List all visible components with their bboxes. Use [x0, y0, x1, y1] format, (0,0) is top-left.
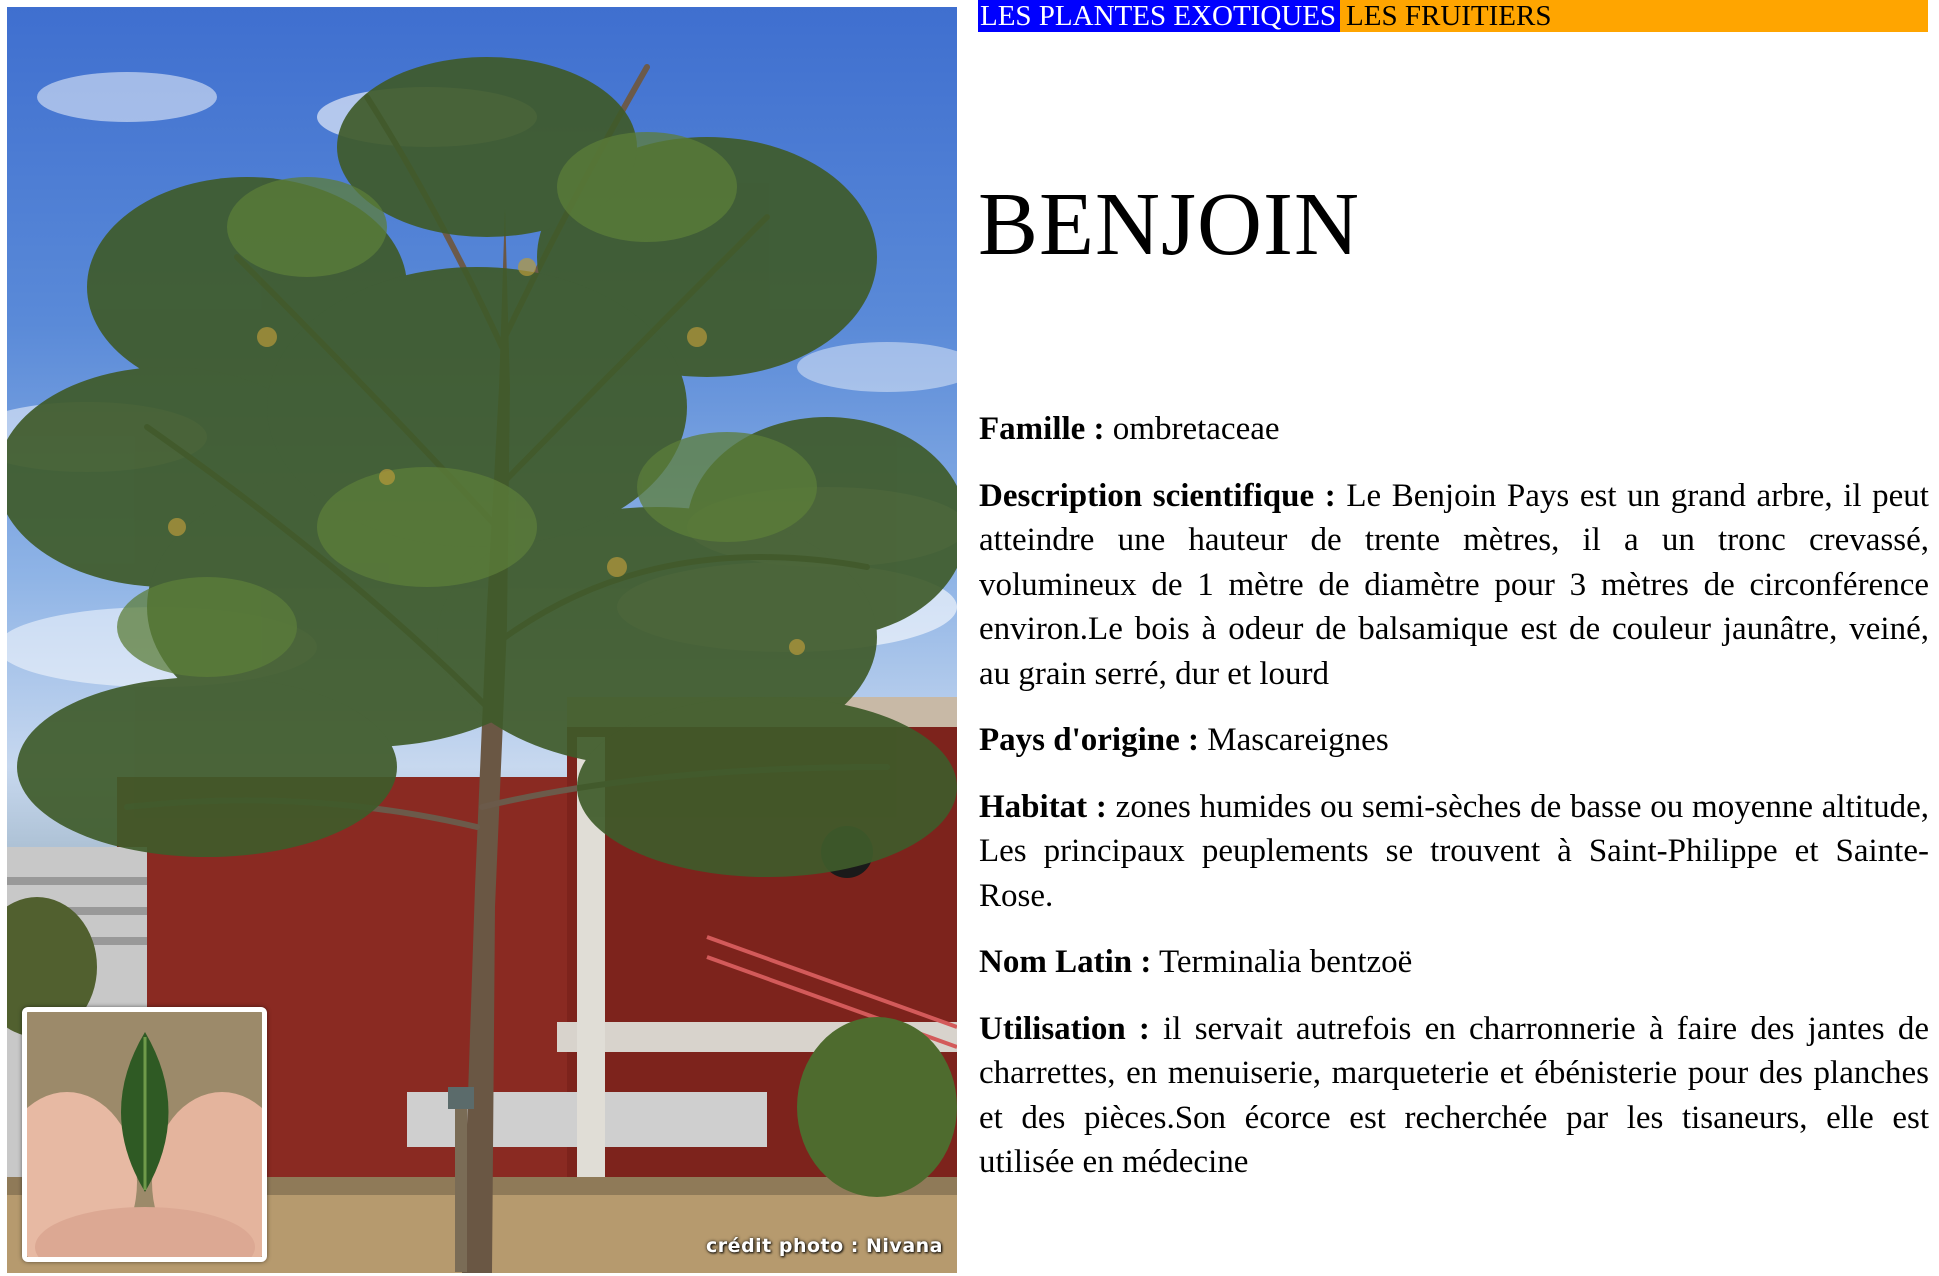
top-nav: [978, 0, 1928, 32]
field-nom-latin-label: Nom Latin :: [979, 944, 1152, 980]
field-famille-label: Famille :: [979, 411, 1105, 447]
field-habitat-value: zones humides ou semi-sèches de basse ou moyenne altitude, Les principaux peuplements se trouvent à Saint-Philippe et Sainte-Rose.: [979, 788, 1929, 914]
field-nom-latin-value: Terminalia bentzoë: [1151, 944, 1413, 980]
field-habitat: [979, 785, 1929, 919]
field-famille: [979, 407, 1929, 452]
field-pays-origine-label: Pays d'origine :: [979, 722, 1199, 758]
field-pays-origine: [979, 718, 1929, 763]
field-habitat-label: Habitat :: [979, 788, 1107, 825]
tree-photo: [7, 7, 957, 1273]
tab-fruitiers[interactable]: LES FRUITIERS: [1346, 0, 1552, 32]
field-pays-origine-value: Mascareignes: [1199, 722, 1389, 758]
plant-details: [979, 407, 1929, 1207]
field-famille-value: ombretaceae: [1104, 411, 1280, 447]
field-description: [979, 474, 1929, 697]
leaf-in-hands-illustration: [27, 1012, 262, 1257]
field-utilisation-value: il servait autrefois en charronnerie à faire des jantes de charrettes, en menuiserie, marqueterie et ébénisterie pour des planches et des pièces.Son écorce est recherchée par les tisaneurs, elle est utilisée en médecine: [979, 1010, 1929, 1180]
field-utilisation-label: Utilisation :: [979, 1010, 1150, 1047]
field-utilisation: [979, 1007, 1929, 1185]
field-description-label: Description scientifique :: [979, 477, 1336, 514]
page-title: BENJOIN: [978, 175, 1360, 274]
photo-credit: crédit photo : Nivana: [706, 1235, 943, 1257]
tab-plantes-exotiques[interactable]: LES PLANTES EXOTIQUES: [978, 0, 1340, 32]
field-description-value: Le Benjoin Pays est un grand arbre, il peut atteindre une hauteur de trente mètres, il a un tronc crevassé, volumineux de 1 mètre de diamètre pour 3 mètres de circonférence environ.Le bois à odeur de balsamique est de couleur jaunâtre, veiné, au grain serré, dur et lourd: [979, 477, 1929, 692]
field-nom-latin: [979, 940, 1929, 985]
leaf-inset-photo: [22, 1007, 267, 1262]
